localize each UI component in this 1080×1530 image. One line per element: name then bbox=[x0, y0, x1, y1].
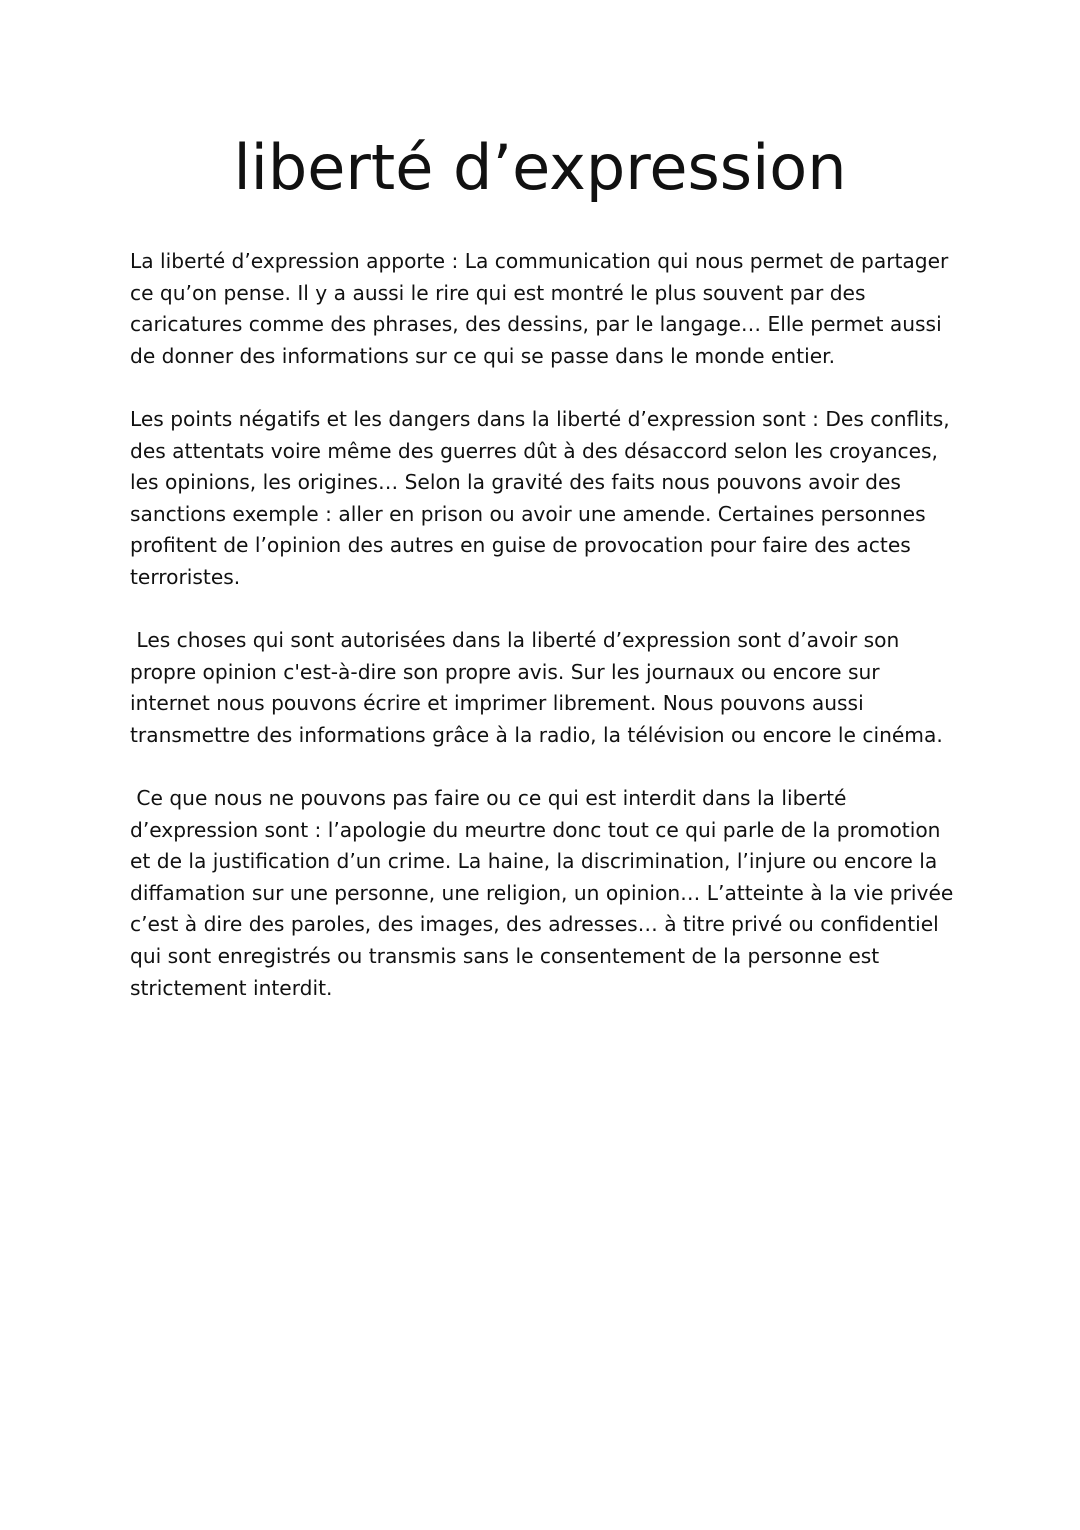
paragraph-benefits: La liberté d’expression apporte : La communication qui nous permet de partager ce qu’on pense. Il y a aussi le rire qui est montré le plus souvent par des caricatures comme des phrases, des dessins, par le langage… Elle permet aussi de donner des informations sur ce qui se passe dans le monde entier. bbox=[130, 249, 949, 368]
paragraph-forbidden: Ce que nous ne pouvons pas faire ou ce qui est interdit dans la liberté d’expression sont : l’apologie du meurtre donc tout ce qui parle de la promotion et de la justification d’un crime. La haine, la discrimination, l’injure ou encore la diffamation sur une personne, une religion, un opinion… L’atteinte à la vie privée c’est à dire des paroles, des images, des adresses… à titre privé ou confidentiel qui sont enregistrés ou transmis sans le consentement de la personne est strictement interdit. bbox=[130, 786, 960, 1000]
paragraph-allowed: Les choses qui sont autorisées dans la liberté d’expression sont d’avoir son propre opinion c'est-à-dire son propre avis. Sur les journaux ou encore sur internet nous pouvons écrire et imprimer librement. Nous pouvons aussi transmettre des informations grâce à la radio, la télévision ou encore le cinéma. bbox=[130, 628, 943, 747]
document-title: liberté d’expression bbox=[233, 131, 847, 204]
paragraph-dangers: Les points négatifs et les dangers dans la liberté d’expression sont : Des conflits, des attentats voire même des guerres dût à des désaccord selon les croyances, les opinions, les origines… Selon la gravité des faits nous pouvons avoir des sanctions exemple : aller en prison ou avoir une amende. Certaines personnes profitent de l’opinion des autres en guise de provocation pour faire des actes terroristes. bbox=[130, 406, 950, 589]
document-body bbox=[130, 246, 960, 1036]
